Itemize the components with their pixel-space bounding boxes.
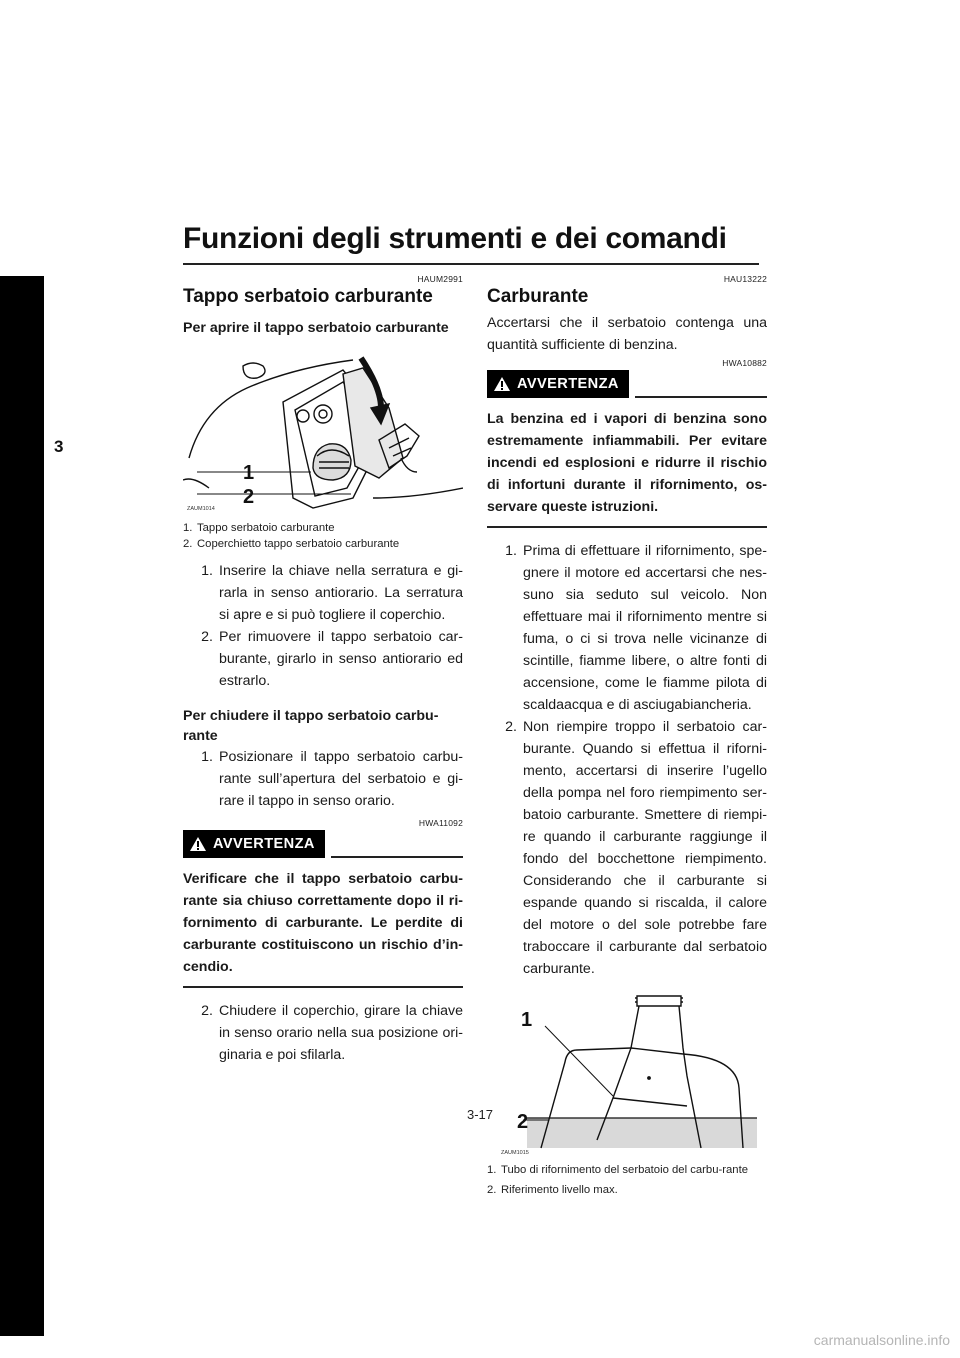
figure-captions [487,1162,767,1198]
step-text: Prima di effettuare il rifornimento, spe-gnere il motore ed accertarsi che nes-suno sia seduto sul veicolo. Non effettuare mai il rifornimento mentre si fuma, o ci si trova nelle vicinanze di scintille, fiamme libere, o altre fonti di accensione, come le fiamme pilota di scaldaacqua e di asciugabiancheria. [523,543,767,713]
callout-2: 2 [517,1111,529,1133]
warning-end-rule [487,526,767,528]
chapter-tab [0,276,44,1336]
step-number: 1. [201,563,213,579]
figure-code: ZAUM1014 [187,506,215,512]
title-rule [183,263,759,265]
step-text: Posizionare il tappo serbatoio carbu-rante sull’apertura del serbatoio e gi-rare il tappo in senso orario. [219,749,463,809]
list-item [183,746,463,812]
step-number: 1. [201,749,213,765]
warning-badge [487,370,629,398]
left-column [183,274,463,1066]
caption-number: 2. [487,1184,497,1196]
figure-code: ZAUM1015 [501,1150,529,1156]
page-number: 3-17 [466,1107,494,1122]
step-number: 2. [201,1003,213,1019]
section-heading: Tappo serbatoio carburante [183,286,433,307]
fuel-level-figure [487,988,767,1160]
open-steps [183,560,463,692]
fuel-cap-figure [183,348,463,516]
caption-number: 2. [183,538,193,550]
warning-header [487,370,767,398]
caption-number: 1. [183,522,193,534]
caption-item [487,1182,767,1198]
list-item [183,560,463,626]
section-code: HAU13222 [723,274,767,284]
subheading-open: Per aprire il tappo serbatoio carburante [183,320,449,336]
caption-text: Tappo serbatoio carburante [197,522,335,534]
list-item [183,1000,463,1066]
caption-item [487,1162,767,1178]
callout-1: 1 [521,1009,533,1031]
step-number: 2. [505,719,517,735]
close-steps-continued [183,1000,463,1066]
step-text: Chiudere il coperchio, girare la chiave in senso orario nella sua posizione ori-ginaria e poi sfilarla. [219,1003,463,1063]
step-number: 2. [201,629,213,645]
list-item [183,626,463,692]
caption-text: Tubo di rifornimento del serbatoio del carbu-rante [501,1164,748,1176]
warning-text: La benzina ed i vapori di benzina sono estremamente infiammabili. Per evitare incendi ed esplosioni e ridurre il rischio di infortuni durante il rifornimento, os-servare queste istruzioni. [487,411,767,515]
caption-item [183,536,463,552]
close-steps [183,746,463,812]
warning-rule [635,396,767,398]
callout-2: 2 [243,486,255,508]
warning-label: AVVERTENZA [517,376,619,392]
page-title: Funzioni degli strumenti e dei comandi [183,222,727,255]
step-text: Inserire la chiave nella serratura e gi-rarla in senso antiorario. La serratura si apre e si può togliere il coperchio. [219,563,463,623]
caption-text: Coperchietto tappo serbatoio carburante [197,538,400,550]
warning-header [183,830,463,858]
intro-text: Accertarsi che il serbatoio contenga una quantità sufficiente di benzina. [487,315,767,353]
fuel-cap-illustration [183,348,463,516]
warning-label: AVVERTENZA [213,836,315,852]
caption-text: Riferimento livello max. [501,1184,618,1196]
section-heading: Carburante [487,286,589,307]
warning-triangle-icon [493,376,511,392]
warning-code: HWA10882 [722,358,767,368]
figure-captions [183,520,463,552]
caption-item [183,520,463,536]
fuel-tank-illustration [487,988,767,1160]
warning-triangle-icon [189,836,207,852]
warning-rule [331,856,463,858]
warning-end-rule [183,986,463,988]
watermark: carmanualsonline.info [813,1332,950,1348]
fuel-steps [487,540,767,980]
warning-code: HWA11092 [418,818,463,828]
step-text: Non riempire troppo il serbatoio car-burante. Quando si effettua il riforni-mento, accertarsi di inserire l’ugello della pompa nel foro riempimento ser-batoio carburante. Smettere di riempi-re quando il carburante raggiunge il fondo del bocchettone riempimento. Considerando che il carburante si espande quando si riscalda, il calore del motore o del sole potrebbe fare traboccare il carburante dal serbatoio carburante. [523,719,767,977]
step-number: 1. [505,543,517,559]
chapter-number: 3 [54,437,64,456]
warning-text: Verificare che il tappo serbatoio carbu-rante sia chiuso correttamente dopo il ri-fornimento di carburante. Le perdite di carburante costituiscono un rischio d’in-cendio. [183,871,463,975]
subheading-close: Per chiudere il tappo serbatoio carbu-rante [183,708,439,744]
caption-number: 1. [487,1164,497,1176]
list-item [487,716,767,980]
step-text: Per rimuovere il tappo serbatoio car-burante, girarlo in senso antiorario ed estrarlo. [219,629,463,689]
callout-1: 1 [243,462,255,484]
right-column [487,274,767,1198]
section-code: HAUM2991 [417,274,463,284]
warning-badge [183,830,325,858]
list-item [487,540,767,716]
